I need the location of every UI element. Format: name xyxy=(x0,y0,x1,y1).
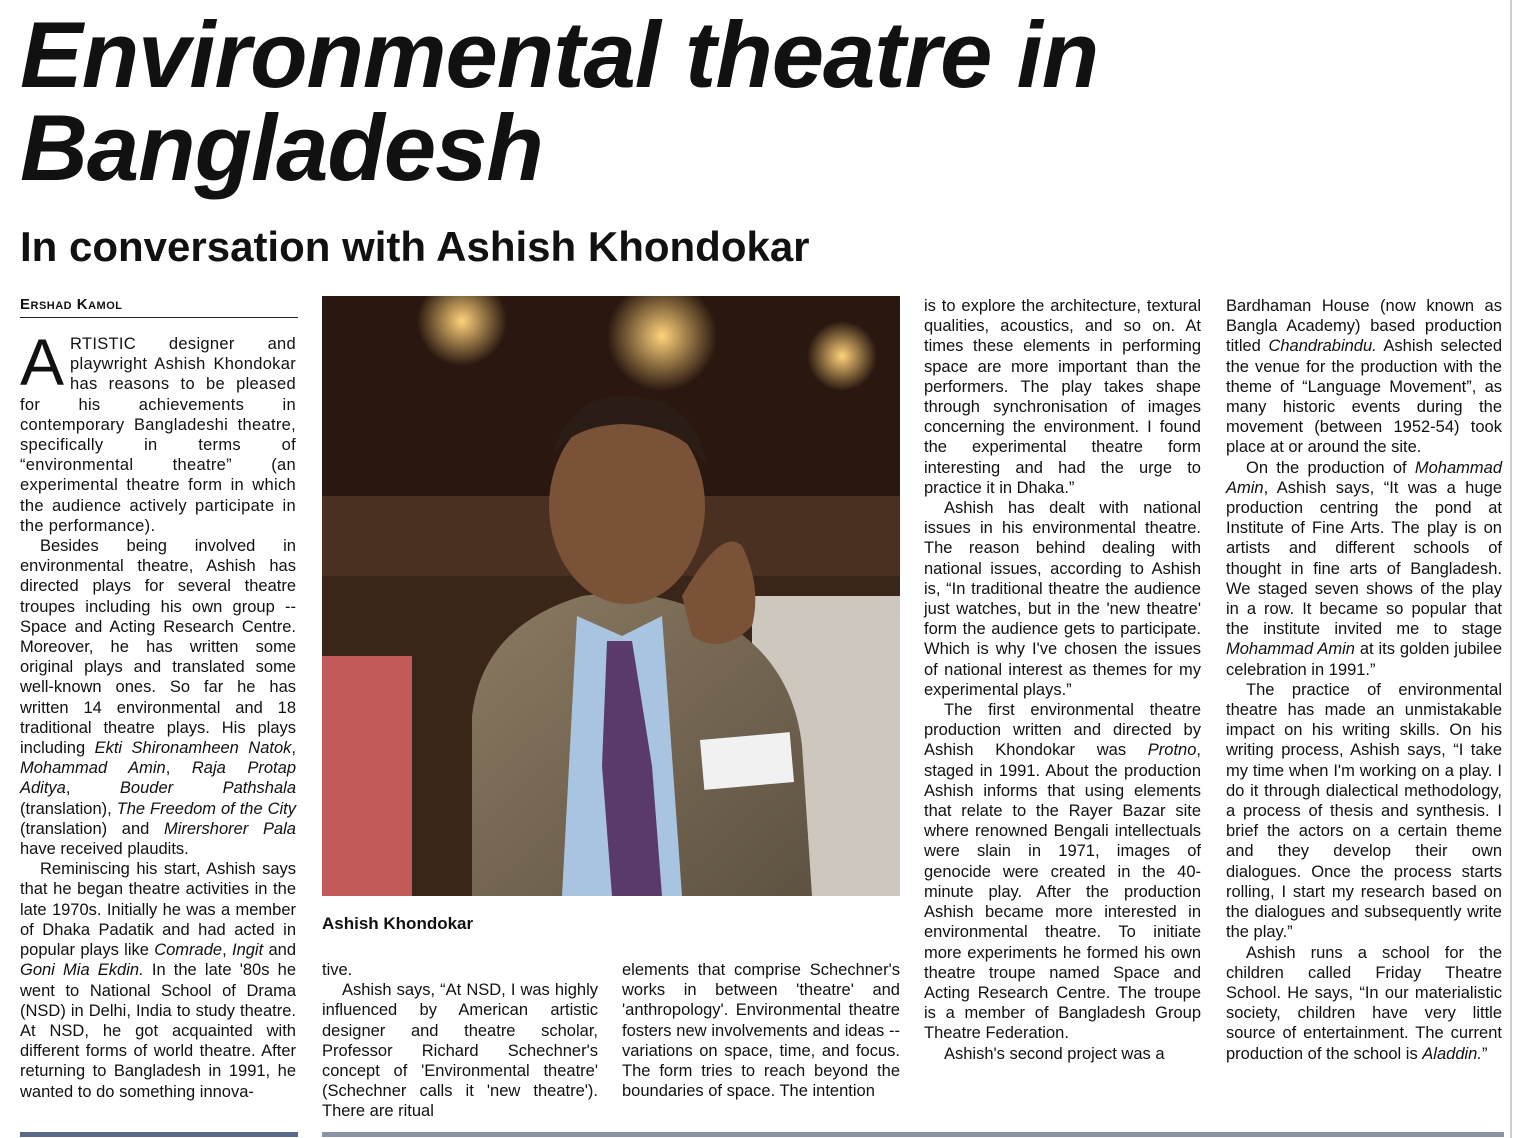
paragraph: is to explore the architecture, textural qualities, acoustics, and so on. At times these elements in performing space are more important than the performers. The play takes shape through synchronisation of images concerning the environment. I found the experimental theatre form interesting and had the urge to practice it in Dhaka.” xyxy=(924,297,1201,497)
column-2 xyxy=(322,960,598,1122)
paragraph-text: On the production of xyxy=(1246,458,1415,477)
paragraph-text: Besides being involved in environmental theatre, Ashish has directed plays for several theatre troupes including his own group -- Space and Acting Research Centre. Moreover, he has written some original plays and translated some well-known ones. So far he has written 14 environmental and 18 traditional theatre plays. His plays including xyxy=(20,537,296,758)
paragraph-text: Ashish runs a school for the children called Friday Theatre School. He says, “In our materialistic society, children have very little source of entertainment. The current production of the school is xyxy=(1226,943,1502,1063)
paragraph-text: at its golden jubilee celebration in 1991.” xyxy=(1226,640,1502,679)
play-title: Chandrabindu. xyxy=(1268,337,1377,356)
bottom-rule-right xyxy=(322,1132,1504,1137)
play-title: Mohammad Amin xyxy=(1226,640,1355,659)
column-1 xyxy=(20,325,296,1102)
separator: , xyxy=(222,941,232,960)
paragraph-text: In the late '80s he went to National School of Drama (NSD) in Delhi, India to study theatre. At NSD, he got acquainted with different forms of world theatre. After returning to Bangladesh in 1991, he wanted to do something innova- xyxy=(20,961,296,1101)
play-title: Aladdin. xyxy=(1422,1044,1482,1063)
play-title: Comrade xyxy=(154,941,223,960)
paragraph: elements that comprise Schechner's works in between 'theatre' and 'anthropology'. Environmental theatre fosters new involvements and ideas -- variations on space, time, and focus. The form tries to reach beyond the boundaries of space. The intention xyxy=(622,961,900,1101)
paragraph xyxy=(924,700,1201,1043)
paragraph: The practice of environmental theatre has made an unmistakable impact on his writing skills. On his writing process, Ashish says, “I take my time when I'm working on a play. I do it through dialectical methodology, a process of thesis and synthesis. I brief the actors on a certain theme and they develop their own dialogues. Once the process starts rolling, I start my research based on the dialogues and subsequently write the play.” xyxy=(1226,680,1502,942)
paragraph: tive. xyxy=(322,961,353,979)
paragraph-text: have received plaudits. xyxy=(20,840,189,859)
bottom-rule-left xyxy=(20,1132,298,1137)
paragraph-text: Ashish selected the venue for the production with the theme of “Language Movement”, as many historic events during the movement (between 1952-54) took place at or around the site. xyxy=(1226,337,1502,457)
play-title: Ingit xyxy=(231,941,264,960)
paragraph xyxy=(1226,296,1502,458)
paragraph xyxy=(1226,943,1502,1064)
name-badge xyxy=(700,732,794,790)
title-line-2: Bangladesh xyxy=(20,95,543,200)
byline-author: Ershad Kamol xyxy=(20,296,123,313)
chandelier-icon xyxy=(807,321,877,391)
play-title: Protno xyxy=(1147,741,1197,760)
photo-caption: Ashish Khondokar xyxy=(322,914,474,933)
portrait-photo xyxy=(322,296,900,896)
article-subtitle: In conversation with Ashish Khondokar xyxy=(20,223,810,270)
column-3 xyxy=(622,960,900,1101)
play-title: Goni Mia Ekdin. xyxy=(20,961,144,980)
paragraph-text: ” xyxy=(1481,1044,1488,1063)
separator: , xyxy=(291,739,296,758)
paragraph-text: (translation), xyxy=(20,799,117,818)
separator: and xyxy=(263,941,296,960)
portrait-illustration xyxy=(322,296,900,896)
column-5 xyxy=(1226,296,1502,1064)
paragraph: Ashish's second project was a xyxy=(944,1044,1165,1063)
paragraph: Ashish says, “At NSD, I was highly influenced by American artistic designer and theatre scholar, Professor Richard Schechner's concept of 'Environmental theatre' (Schechner calls it 'new theatre'). There are ritual xyxy=(322,981,598,1121)
play-title: Bouder Pathshala xyxy=(119,779,296,798)
article-title xyxy=(20,2,1420,200)
play-title: The Freedom of the City xyxy=(116,799,296,818)
column-4 xyxy=(924,296,1201,1064)
play-title: Raja Protap Aditya xyxy=(20,759,296,798)
paragraph xyxy=(1226,458,1502,680)
drop-cap: A xyxy=(20,325,65,399)
separator: , xyxy=(65,779,120,798)
page-edge-line xyxy=(1510,0,1512,1138)
byline xyxy=(20,296,298,318)
paragraph: Ashish has dealt with national issues in his environmental theatre. The reason behind dealing with national issues, according to Ashish is, “In traditional theatre the audience just watches, but in the 'new theatre' form the audience gets to participate. Which is why I've chosen the issues of national interest as themes for my experimental plays.” xyxy=(924,499,1201,699)
paragraph xyxy=(20,325,296,536)
play-title: Mohammad Amin xyxy=(20,759,166,778)
paragraph xyxy=(20,536,296,859)
paragraph-text: , Ashish says, “It was a huge production centring the pond at Institute of Fine Arts. The play is on artists and different schools of thought in fine arts of Bangladesh. We staged seven shows of the play in a row. It became so popular that the institute invited me to stage xyxy=(1226,478,1502,639)
paragraph-text: RTISTIC designer and playwright Ashish Khondokar has reasons to be pleased for his achievements in contemporary Bangladeshi theatre, specifically in terms of “environmental theatre” (an experimental theatre form in which the audience actively participate in the performance). xyxy=(20,335,296,535)
play-title: Ekti Shironamheen Natok xyxy=(94,739,292,758)
play-title: Mohammad Amin xyxy=(1226,458,1502,497)
separator: , xyxy=(165,759,192,778)
paragraph-text: The first environmental theatre production written and directed by Ashish Khondokar was xyxy=(924,701,1201,760)
paragraph xyxy=(20,859,296,1101)
paragraph-text: (translation) and xyxy=(20,819,164,838)
paragraph-text: Reminiscing his start, Ashish says that he began theatre activities in the late 1970s. Initially he was a member of Dhaka Padatik and had acted in popular plays like xyxy=(20,860,296,960)
play-title: Mirershorer Pala xyxy=(163,819,296,838)
paragraph-text: , staged in 1991. About the production Ashish informs that using elements that relate to the Rayer Bazar site where renowned Bengali intellectuals were slain in 1971, images of genocide were created in the 40-minute play. After the production Ashish became more interested in environmental theatre. To initiate more experiments he formed his own theatre troupe named Space and Acting Research Centre. The troupe is a member of Bangladesh Group Theatre Federation. xyxy=(924,741,1201,1043)
title-line-1: Environmental theatre in xyxy=(20,2,1099,107)
paragraph-text: Bardhaman House (now known as Bangla Academy) based production titled xyxy=(1226,297,1502,356)
